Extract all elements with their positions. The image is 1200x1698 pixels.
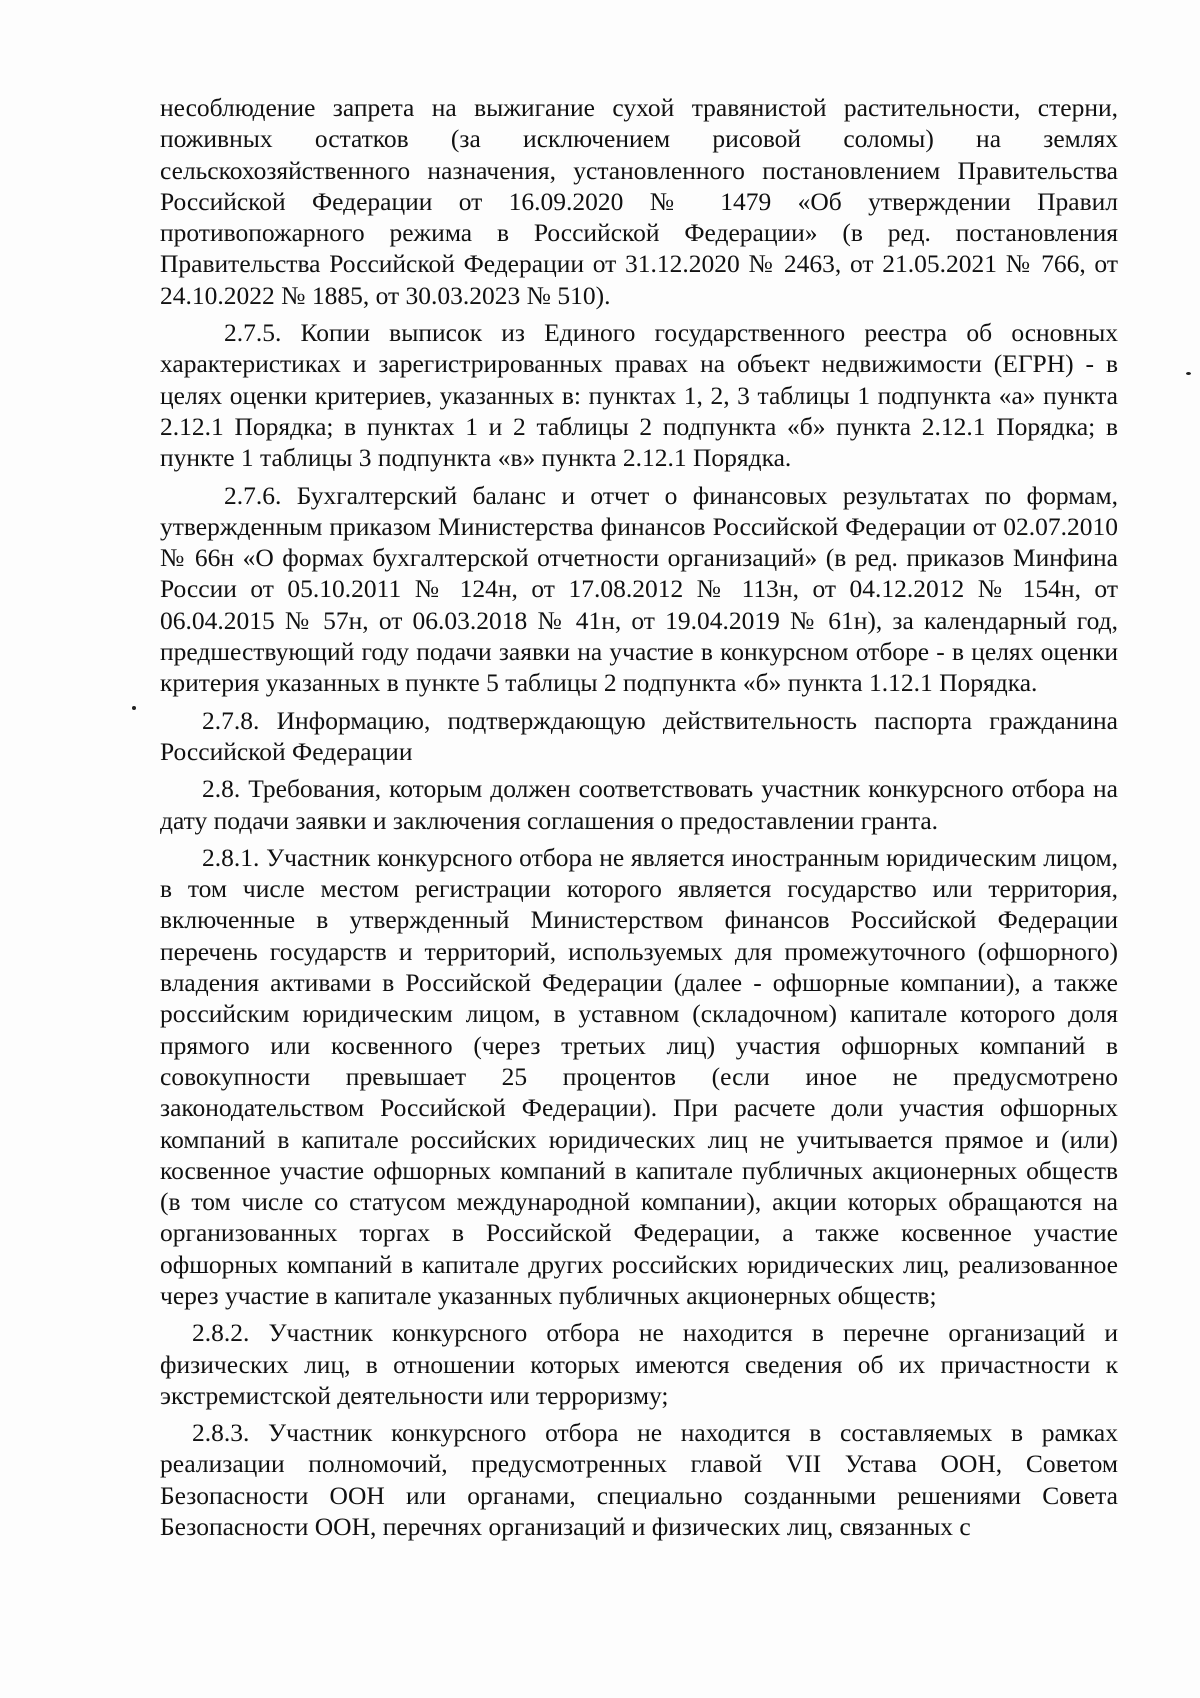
paragraph-2-8-2: 2.8.2. Участник конкурсного отбора не находится в перечне организаций и физических лиц, в отношении которых имеются сведения об их причастности к экстремистской деятельности или терроризму; — [160, 1318, 1118, 1410]
paragraph-continuation: несоблюдение запрета на выжигание сухой травянистой растительности, стерни, поживных остатков (за исключением рисовой соломы) на землях сельскохозяйственного назначения, установленного постановлением Правительства Российской Федерации от 16.09.2020 № 1479 «Об утверждении Правил противопожарного режима в Российской Федерации» (в ред. постановления Правительства Российской Федерации от 31.12.2020 № 2463, от 21.05.2021 № 766, от 24.10.2022 № 1885, от 30.03.2023 № 510). — [160, 93, 1118, 310]
paragraph-2-7-5: 2.7.5. Копии выписок из Единого государственного реестра об основных характеристиках и зарегистрированных правах на объект недвижимости (ЕГРН) - в целях оценки критериев, указанных в: пунктах 1, 2, 3 таблицы 1 подпункта «а» пункта 2.12.1 Порядка; в пунктах 1 и 2 таблицы 2 подпункта «б» пункта 2.12.1 Порядка; в пункте 1 таблицы 3 подпункта «в» пункта 2.12.1 Порядка. — [160, 318, 1118, 473]
scan-dot-left — [132, 706, 136, 710]
document-body — [160, 92, 1118, 1548]
scan-dot-right — [1186, 372, 1191, 375]
paragraph-2-8-1: 2.8.1. Участник конкурсного отбора не является иностранным юридическим лицом, в том числе местом регистрации которого является государство или территория, включенные в утвержденный Министерством финансов Российской Федерации перечень государств и территорий, используемых для промежуточного (офшорного) владения активами в Российской Федерации (далее - офшорные компании), а также российским юридическим лицом, в уставном (складочном) капитале которого доля прямого или косвенного (через третьих лиц) участия офшорных компаний в совокупности превышает 25 процентов (если иное не предусмотрено законодательством Российской Федерации). При расчете доли участия офшорных компаний в капитале российских юридических лиц не учитывается прямое и (или) косвенное участие офшорных компаний в капитале публичных акционерных обществ (в том числе со статусом международной компании), акции которых обращаются на организованных торгах в Российской Федерации, а также косвенное участие офшорных компаний в капитале других российских юридических лиц, реализованное через участие в капитале указанных публичных акционерных обществ; — [160, 842, 1118, 1310]
paragraph-2-7-8: 2.7.8. Информацию, подтверждающую действительность паспорта гражданина Российской Федерации — [160, 705, 1118, 766]
paragraph-2-8: 2.8. Требования, которым должен соответствовать участник конкурсного отбора на дату подачи заявки и заключения соглашения о предоставлении гранта. — [160, 774, 1118, 835]
paragraph-2-7-6: 2.7.6. Бухгалтерский баланс и отчет о финансовых результатах по формам, утвержденным приказом Министерства финансов Российской Федерации от 02.07.2010 № 66н «О формах бухгалтерской отчетности организаций» (в ред. приказов Минфина России от 05.10.2011 № 124н, от 17.08.2012 № 113н, от 04.12.2012 № 154н, от 06.04.2015 № 57н, от 06.03.2018 № 41н, от 19.04.2019 № 61н), за календарный год, предшествующий году подачи заявки на участие в конкурсном отборе - в целях оценки критерия указанных в пункте 5 таблицы 2 подпункта «б» пункта 1.12.1 Порядка. — [160, 480, 1118, 698]
paragraph-2-8-3: 2.8.3. Участник конкурсного отбора не находится в составляемых в рамках реализации полномочий, предусмотренных главой VII Устава ООН, Советом Безопасности ООН или органами, специально созданными решениями Совета Безопасности ООН, перечнях организаций и физических лиц, связанных с — [160, 1418, 1118, 1542]
